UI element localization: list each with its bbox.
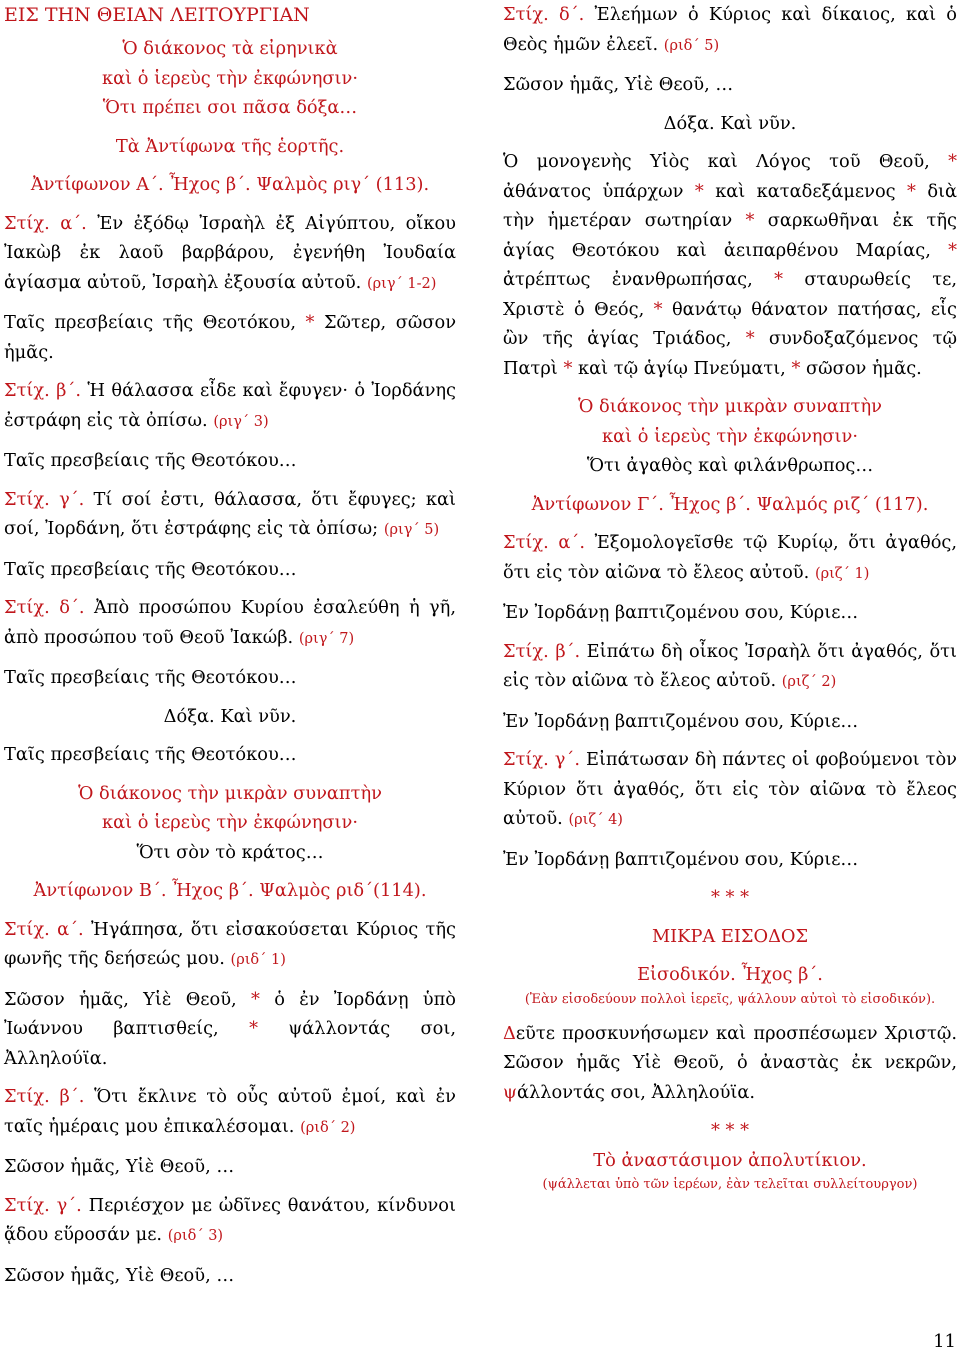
hymn-text: εἷς ὢν τῆς ἁγίας Τριάδος, [503, 298, 957, 349]
hymn-text: καὶ καταδεξάμενος [715, 180, 896, 202]
sos-refrain: Σῶσον ἡμᾶς, Υἱὲ Θεοῦ, … [4, 1264, 235, 1286]
ekphonesis: Ὅτι πρέπει σοι πᾶσα δόξα… [102, 97, 358, 118]
antiphon-1-title: Ἀντίφωνον Α΄. Ἦχος β΄. Ψαλμὸς ριγ΄ (113). [30, 174, 430, 195]
doxa: Δόξα. Καὶ νῦν. [663, 112, 797, 134]
section-divider: * * * [711, 887, 749, 908]
asterisk: * [791, 357, 801, 379]
verse-label: Στίχ. δ΄. [4, 597, 85, 618]
asterisk: * [745, 210, 755, 231]
verse-ref: (ριδ΄ 2) [300, 1119, 356, 1136]
verse-text: Ἐλεήμων ὁ Κύριος καὶ δίκαιος, καὶ ὁ Θεὸς ἡμῶν ἐλεεῖ. [503, 4, 957, 55]
hymn-text: ἀθάνατος ὑπάρχων [503, 180, 684, 202]
entrance-title: ΜΙΚΡΑ ΕΙΣΟΔΟΣ [651, 925, 809, 947]
verse-label: Στίχ. γ΄. [4, 488, 85, 510]
right-column [503, 0, 957, 1204]
eisodikon-text [503, 1019, 957, 1108]
verse-g2 [503, 637, 957, 698]
hymn-text: Ὁ μονογενὴς Υἱὸς καὶ Λόγος τοῦ Θεοῦ, [503, 151, 930, 172]
verse-text: Τί σοί ἐστι, θάλασσα, ὅτι ἔφυγες; καὶ σοί, Ἰορδάνη, ὅτι ἐστράφης εἰς τὰ ὀπίσω; [4, 488, 456, 539]
verse-ref: (ριγ΄ 5) [383, 522, 440, 538]
verse-label: Στίχ. γ΄. [503, 749, 580, 770]
left-column [4, 0, 456, 1299]
antiphon-3-title: Ἀντίφωνον Γ΄. Ἦχος β΄. Ψαλμός ριζ΄ (117). [531, 493, 929, 515]
hymn-text: διὰ τὴν ἡμετέραν σωτηρίαν [503, 180, 957, 231]
verse-4 [4, 593, 456, 654]
verse-text: Ἐξομολογεῖσθε τῷ Κυρίῳ, ὅτι ἀγαθός, ὅτι εἰς τὸν αἰῶνα τὸ ἔλεος αὐτοῦ. [503, 532, 958, 583]
verse-label: Στίχ. α΄. [4, 918, 84, 940]
sos-refrain: Σῶσον ἡμᾶς, Υἱὲ Θεοῦ, … [503, 74, 734, 95]
doxa: Δόξα. Καὶ νῦν. [163, 705, 297, 727]
hymn-text: καὶ τῷ ἁγίῳ Πνεύματι, [577, 357, 786, 379]
verse-text: Εἰπάτω δὴ οἶκος Ἰσραὴλ ὅτι ἀγαθός, ὅτι εἰς τὸν αἰῶνα τὸ ἔλεος αὐτοῦ. [503, 640, 957, 691]
verse-b1 [4, 915, 456, 976]
verse-text: Ἠγάπησα, ὅτι εἰσακούσεται Κύριος τῆς φωνῆς τῆς δεήσεώς μου. [4, 918, 456, 969]
asterisk: * [948, 151, 957, 172]
verse-text: Ὅτι ἔκλινε τὸ οὖς αὐτοῦ ἐμοί, καὶ ἐν ταῖς ἡμέραις μου ἐπικαλέσομαι. [4, 1086, 456, 1137]
hymn-text: καὶ ἀειπαρθένου Μαρίας, [676, 239, 931, 261]
sos-refrain: Σῶσον ἡμᾶς, Υἱὲ Θεοῦ, … [4, 1156, 235, 1177]
verse-ref: (ριδ΄ 1) [230, 952, 286, 968]
apolytikion-title: Τὸ ἀναστάσιμον ἀπολυτίκιον. [593, 1149, 867, 1171]
refrain: Ταῖς πρεσβείαις τῆς Θεοτόκου… [4, 558, 297, 580]
asterisk: * [694, 180, 704, 202]
refrain: Ταῖς πρεσβείαις τῆς Θεοτόκου… [4, 667, 297, 688]
eisodikon-title: Εἰσοδικόν. Ἦχος β΄. [637, 964, 823, 985]
verse-b4 [503, 0, 957, 61]
jordan-refrain: Ἐν Ἰορδάνῃ βαπτιζομένου σου, Κύριε… [503, 710, 859, 732]
refrain-text: ὁ ἐν Ἰορδάνῃ ὑπὸ Ἰωάννου βαπτισθείς, [4, 988, 457, 1039]
verse-ref: (ριζ΄ 1) [814, 565, 870, 582]
refrain-text: Ταῖς πρεσβείαις τῆς Θεοτόκου, [4, 312, 297, 333]
verse-label: Στίχ. γ΄. [4, 1194, 82, 1216]
rubric-line: Ὁ διάκονος τὴν μικρὰν συναπτὴν [78, 782, 382, 804]
jordan-refrain: Ἐν Ἰορδάνῃ βαπτιζομένου σου, Κύριε… [503, 848, 859, 870]
page-number: 11 [933, 1331, 956, 1352]
verse-b3 [4, 1191, 456, 1252]
rubric-line: καὶ ὁ ἱερεὺς τὴν ἐκφώνησιν· [102, 67, 358, 89]
monogenes-hymn [503, 147, 957, 383]
eisodikon-note: (Ἐὰν εἰσοδεύουν πολλοὶ ἱερεῖς, ψάλλουν αὐτοὶ τὸ εἰσοδικόν). [524, 991, 936, 1007]
verse-text: Ἡ θάλασσα εἶδε καὶ ἔφυγεν· ὁ Ἰορδάνης ἐστράφη εἰς τὰ ὀπίσω. [4, 380, 456, 431]
asterisk: * [907, 180, 916, 202]
hymn-text: εῦτε προσκυνήσωμεν καὶ προσπέσωμεν Χριστῷ. Σῶσον ἡμᾶς Υἱὲ Θεοῦ, ὁ ἀναστὰς ἐκ νεκρῶν, [503, 1022, 957, 1073]
verse-ref: (ριγ΄ 7) [298, 630, 355, 647]
hymn-text: ἀτρέπτως ἐνανθρωπήσας, [503, 269, 753, 290]
verse-b2 [4, 1082, 456, 1143]
verse-label: Στίχ. α΄. [4, 212, 87, 234]
verse-ref: (ριδ΄ 5) [663, 37, 720, 54]
verse-text: Εἰπάτωσαν δὴ πάντες οἱ φοβούμενοι τὸν Κύριον ὅτι ἀγαθός, ὅτι εἰς τὸν αἰῶνα τὸ ἔλεος αὐτοῦ. [503, 749, 957, 829]
hymn-text: σῶσον ἡμᾶς. [806, 357, 922, 379]
verse-ref: (ριζ΄ 2) [781, 674, 837, 690]
refrain-full [4, 308, 456, 367]
verse-3 [4, 485, 456, 546]
asterisk: * [305, 312, 315, 333]
ekphonesis: Ὅτι σὸν τὸ κράτος… [136, 841, 324, 863]
antiphon-2-title: Ἀντίφωνον Β΄. Ἦχος β΄. Ψαλμὸς ριδ΄(114). [33, 880, 427, 901]
antiphons-title: Τὰ Ἀντίφωνα τῆς ἑορτῆς. [115, 135, 345, 157]
verse-ref: (ριγ΄ 3) [213, 413, 269, 430]
jordan-refrain: Ἐν Ἰορδάνῃ βαπτιζομένου σου, Κύριε… [503, 602, 859, 623]
verse-2 [4, 376, 456, 437]
refrain: Ταῖς πρεσβείαις τῆς Θεοτόκου… [4, 450, 297, 471]
hymn-text: σαρκωθῆναι ἐκ τῆς ἁγίας Θεοτόκου [503, 210, 957, 261]
verse-label: Στίχ. β΄. [4, 1086, 85, 1107]
section-divider: * * * [711, 1120, 749, 1141]
verse-1 [4, 209, 456, 300]
asterisk: * [251, 988, 260, 1010]
hymn-text: σταυρωθείς τε, Χριστὲ ὁ Θεός, [503, 269, 957, 320]
verse-ref: (ριγ΄ 1-2) [366, 275, 437, 292]
ekphonesis: Ὅτι ἀγαθὸς καὶ φιλάνθρωπος… [586, 455, 874, 476]
verse-label: Στίχ. β΄. [503, 640, 581, 662]
asterisk: * [745, 328, 755, 349]
verse-text: Περιέσχον με ὠδῖνες θανάτου, κίνδυνοι ᾅδου εὕροσάν με. [4, 1194, 456, 1245]
hymn-text: συνδοξαζόμενος τῷ Πατρὶ [503, 328, 957, 379]
verse-text: Ἀπὸ προσώπου Κυρίου ἐσαλεύθη ἡ γῆ, ἀπὸ προσώπου τοῦ Θεοῦ Ἰακώβ. [4, 597, 456, 648]
refrain-text: Σῶσον ἡμᾶς, Υἱὲ Θεοῦ, [4, 988, 237, 1010]
rubric-line: Ὁ διάκονος τὴν μικρὰν συναπτὴν [578, 396, 882, 417]
verse-label: Στίχ. δ΄. [503, 4, 585, 25]
apolytikion-note: (ψάλλεται ὑπὸ τῶν ἱερέων, ἐὰν τελεῖται συλλείτουργον) [542, 1177, 918, 1192]
verse-ref: (ριδ΄ 3) [167, 1228, 224, 1244]
hymn-text: άλλοντάς σοι, Ἀλληλούϊα. [516, 1081, 756, 1103]
verse-label: Στίχ. β΄. [4, 380, 81, 401]
drop-initial: Δ [503, 1022, 516, 1044]
rubric-line: Ὁ διάκονος τὰ εἰρηνικὰ [122, 38, 338, 59]
verse-ref: (ριζ΄ 4) [568, 812, 623, 828]
rubric-line: καὶ ὁ ἱερεὺς τὴν ἐκφώνησιν· [102, 812, 358, 833]
asterisk: * [563, 357, 573, 379]
verse-label: Στίχ. α΄. [503, 532, 585, 553]
asterisk: * [774, 269, 783, 290]
verse-g3 [503, 745, 957, 836]
refrain-text: Σῶτερ, σῶσον ἡμᾶς. [4, 312, 457, 363]
asterisk: * [948, 239, 957, 261]
verse-g1 [503, 528, 957, 589]
verse-text: Ἐν ἐξόδῳ Ἰσραὴλ ἐξ Αἰγύπτου, οἴκου Ἰακὼβ ἐκ λαοῦ βαρβάρου, ἐγενήθη Ἰουδαία ἁγίασμα αὐτοῦ, Ἰσραὴλ ἐξουσία αὐτοῦ. [4, 212, 456, 293]
rubric-line: καὶ ὁ ἱερεὺς τὴν ἐκφώνησιν· [602, 425, 858, 447]
hymn-text: θανάτῳ θάνατον πατήσας, [671, 298, 922, 320]
sos-refrain-full [4, 985, 456, 1074]
asterisk: * [653, 298, 663, 320]
refrain-text: ψάλλοντάς σοι, Ἀλληλούϊα. [4, 1018, 456, 1069]
asterisk: * [249, 1018, 258, 1039]
page-heading: ΕΙΣ ΤΗΝ ΘΕΙΑΝ ΛΕΙΤΟΥΡΓΙΑΝ [4, 4, 310, 26]
refrain: Ταῖς πρεσβείαις τῆς Θεοτόκου… [4, 744, 297, 765]
psalm-initial: ψ [503, 1081, 517, 1103]
